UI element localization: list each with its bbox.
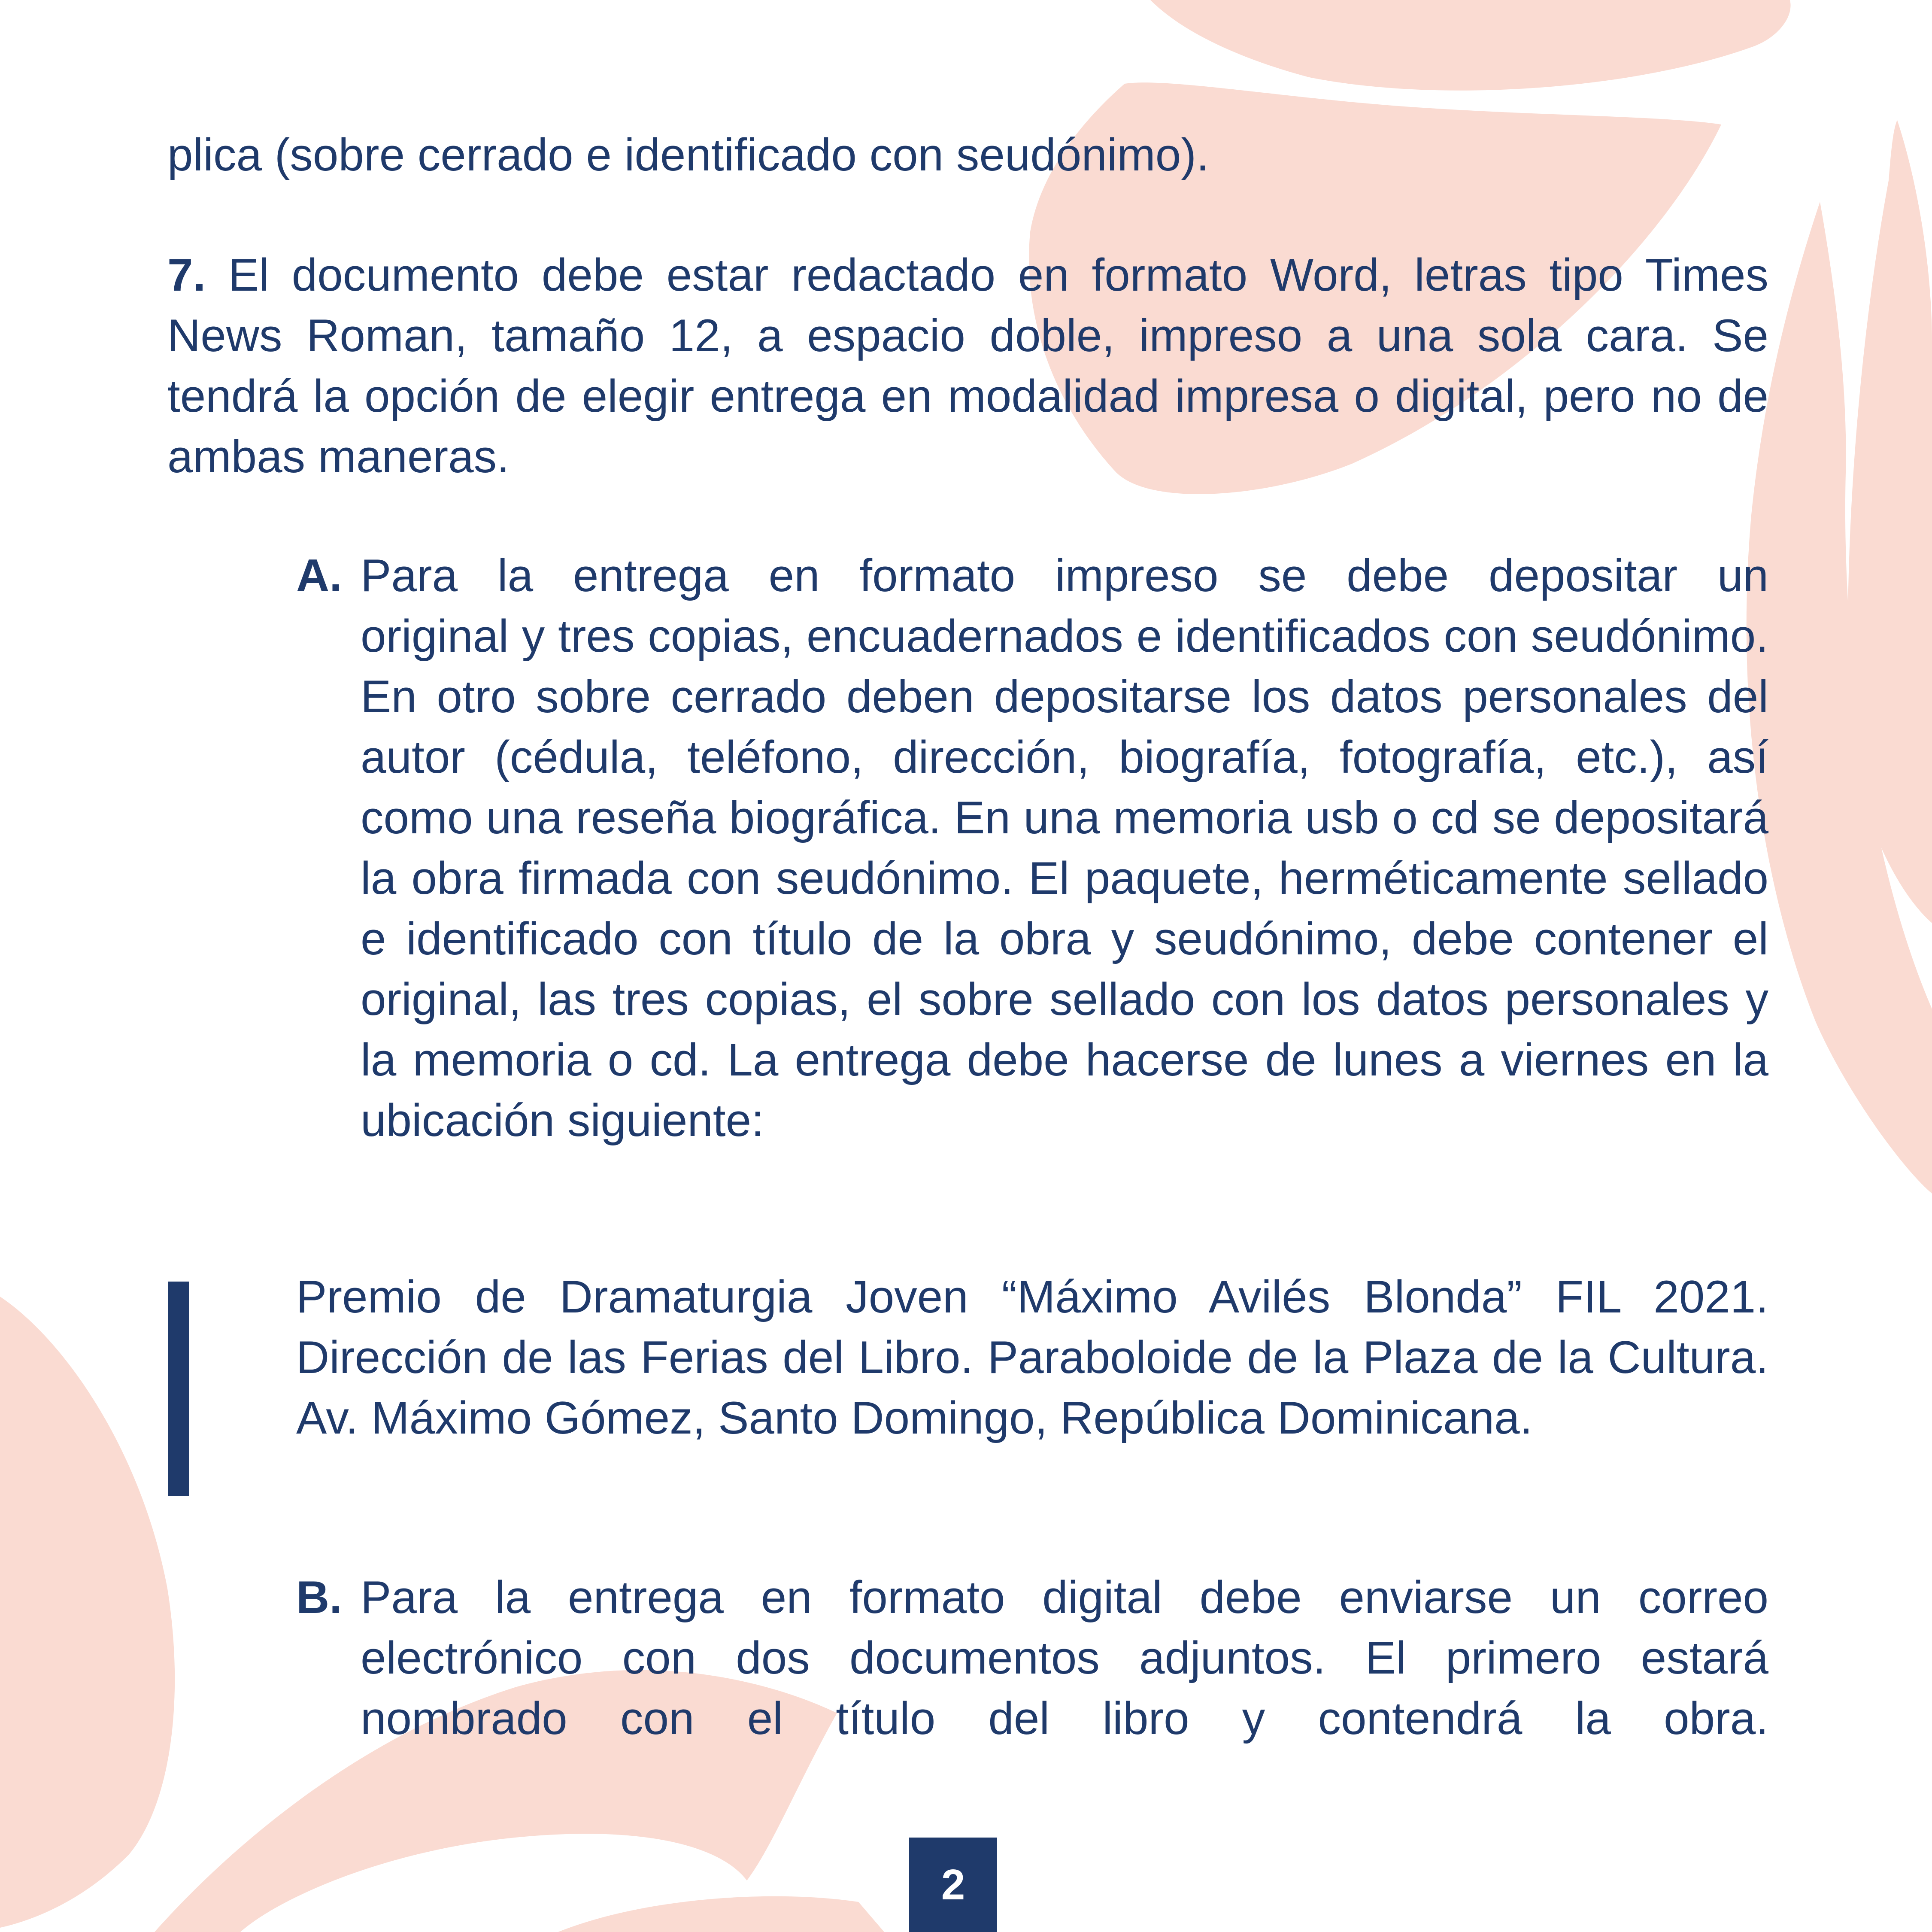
item-a-marker: A. (296, 550, 342, 601)
item-7-text: El documento debe estar redactado en formato Word, letras tipo Times News Roman, tamaño 12, a espacio doble, impreso a una sola cara. Se tendrá la opción de elegir entrega en modalidad impresa o digital, pero no de ambas maneras. (167, 249, 1768, 482)
page-number: 2 (941, 1860, 965, 1909)
intro-paragraph: plica (sobre cerrado e identificado con seudónimo). (167, 129, 1209, 180)
leaf-shape-top-right (1150, 0, 1791, 91)
item-a-body (361, 545, 1768, 1151)
item-b-text: electrónico con dos documentos adjuntos. El primero estará nombrado con el título del libro y contendrá la obra. (361, 1632, 1768, 1744)
leaf-shape-bottom-left (0, 1297, 175, 1928)
item-b-marker: B. (296, 1571, 342, 1623)
item-b-first-line: Para la entrega en formato digital debe enviarse un correo (361, 1571, 1768, 1623)
address-quote-bar (168, 1282, 189, 1496)
leaf-shape-bottom-edge (558, 1896, 884, 1932)
delivery-address: Premio de Dramaturgia Joven “Máximo Avilés Blonda” FIL 2021. Dirección de las Ferias del Libro. Paraboloide de la Plaza de la Cultura. Av. Máximo Gómez, Santo Domingo, República Dominicana. (296, 1271, 1768, 1443)
item-a-first-line: Para la entrega en formato impreso se debe depositar un (361, 550, 1768, 601)
item-a-text: original y tres copias, encuadernados e identificados con seudónimo. En otro sobre cerrado deben depositarse los datos personales del autor (cédula, teléfono, dirección, biografía, fotografía, etc.), así como una reseña biográfica. En una memoria usb o cd se depositará la obra firmada con seudónimo. El paquete, herméticamente sellado e identificado con título de la obra y seudónimo, debe contener el original, las tres copias, el sobre sellado con los datos personales y la memoria o cd. La entrega debe hacerse de lunes a viernes en la ubicación siguiente: (361, 610, 1768, 1146)
item-b (296, 1567, 1768, 1756)
item-7-paragraph (167, 245, 1768, 487)
page-number-badge (909, 1838, 997, 1932)
item-b-body (361, 1567, 1768, 1749)
item-a (296, 545, 1768, 1224)
item-7-number: 7. (167, 249, 206, 301)
